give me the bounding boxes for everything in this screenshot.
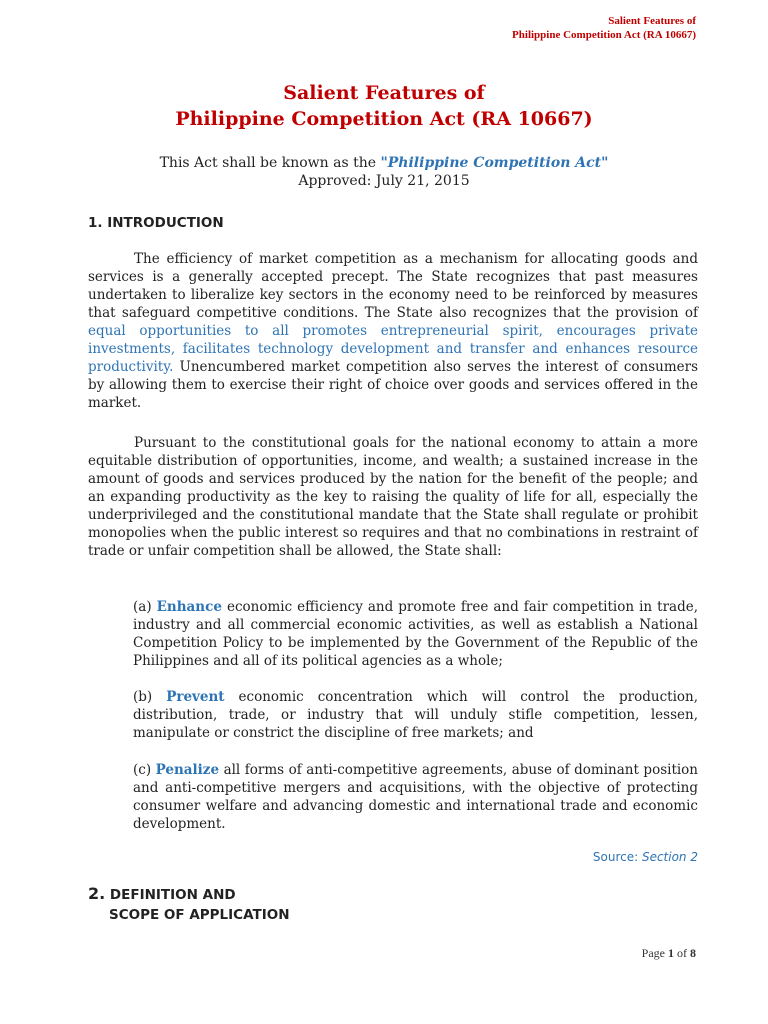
section2-number: 2.	[88, 884, 106, 903]
item-c-label: (c)	[133, 762, 156, 778]
current-page: 1	[668, 946, 674, 960]
act-name-line	[0, 154, 768, 172]
of-word: of	[674, 946, 690, 960]
source-citation	[593, 850, 698, 864]
item-c-text: all forms of anti-competitive agreements, abuse of dominant position and anti-competitive mergers and acquisitions, with the objective of protecting consumer welfare and advancing domestic and international trade and economic development.	[133, 762, 699, 832]
section2-line1: DEFINITION AND	[109, 887, 236, 903]
list-item-b	[133, 688, 698, 742]
approved-date: Approved: July 21, 2015	[298, 173, 470, 189]
item-b-keyword: Prevent	[166, 689, 225, 705]
running-header-line2: Philippine Competition Act (RA 10667)	[512, 29, 696, 41]
source-label: Source:	[592, 850, 642, 864]
act-name-quote: "Philippine Competition Act"	[380, 155, 609, 171]
running-header-line1: Salient Features of	[608, 15, 696, 27]
para1-text-a: The efficiency of market competition as a mechanism for allocating goods and services is a generally accepted precept. The State recognizes that past measures undertaken to liberalize key sectors in the economy need to be reinforced by measures that safeguard competitive conditions. The State also recognizes that the provision of	[88, 251, 698, 321]
document-title	[0, 80, 768, 132]
page-number	[642, 946, 696, 961]
item-a-text: economic efficiency and promote free and fair competition in trade, industry and all commercial economic activities, as well as establish a National Competition Policy to be implemented by the Government of the Republic of the Philippines and all of its political agencies as a whole;	[133, 599, 698, 669]
intro-paragraph-1	[88, 250, 698, 412]
para1-highlight: equal opportunities to all promotes entrepreneurial spirit, encourages private investments, facilitates technology development and transfer and enhances resource productivity.	[88, 323, 698, 375]
para2-text: Pursuant to the constitutional goals for the national economy to attain a more equitable distribution of opportunities, income, and wealth; a sustained increase in the amount of goods and services produced by the nation for the benefit of the people; and an expanding productivity as the key to raising the quality of life for all, especially the underprivileged and the constitutional mandate that the State shall regulate or prohibit monopolies when the public interest so requires and that no combinations in restraint of trade or unfair competition shall be allowed, the State shall:	[88, 435, 698, 559]
intro-paragraph-2	[88, 434, 698, 560]
running-header	[512, 14, 696, 42]
title-line2: Philippine Competition Act (RA 10667)	[175, 108, 593, 130]
item-b-label: (b)	[133, 689, 167, 705]
page-word: Page	[641, 946, 668, 960]
item-a-label: (a)	[133, 599, 157, 615]
section1-heading: 1. INTRODUCTION	[88, 215, 224, 231]
act-name-prefix: This Act shall be known as the	[159, 155, 381, 171]
source-ref: Section 2	[641, 850, 698, 864]
list-item-c	[133, 761, 698, 833]
item-b-text: economic concentration which will control the production, distribution, trade, or industry that will unduly stifle competition, lessen, manipulate or constrict the discipline of free markets; and	[133, 689, 698, 741]
item-c-keyword: Penalize	[155, 762, 220, 778]
section2-line2: SCOPE OF APPLICATION	[109, 907, 290, 923]
para1-text-b: Unencumbered market competition also serves the interest of consumers by allowing them to exercise their right of choice over goods and services offered in the market.	[88, 359, 698, 411]
item-a-keyword: Enhance	[156, 599, 222, 615]
title-line1: Salient Features of	[283, 82, 485, 104]
total-pages: 8	[690, 946, 696, 960]
list-item-a	[133, 598, 698, 670]
act-intro	[0, 154, 768, 190]
section2-heading	[88, 884, 290, 925]
